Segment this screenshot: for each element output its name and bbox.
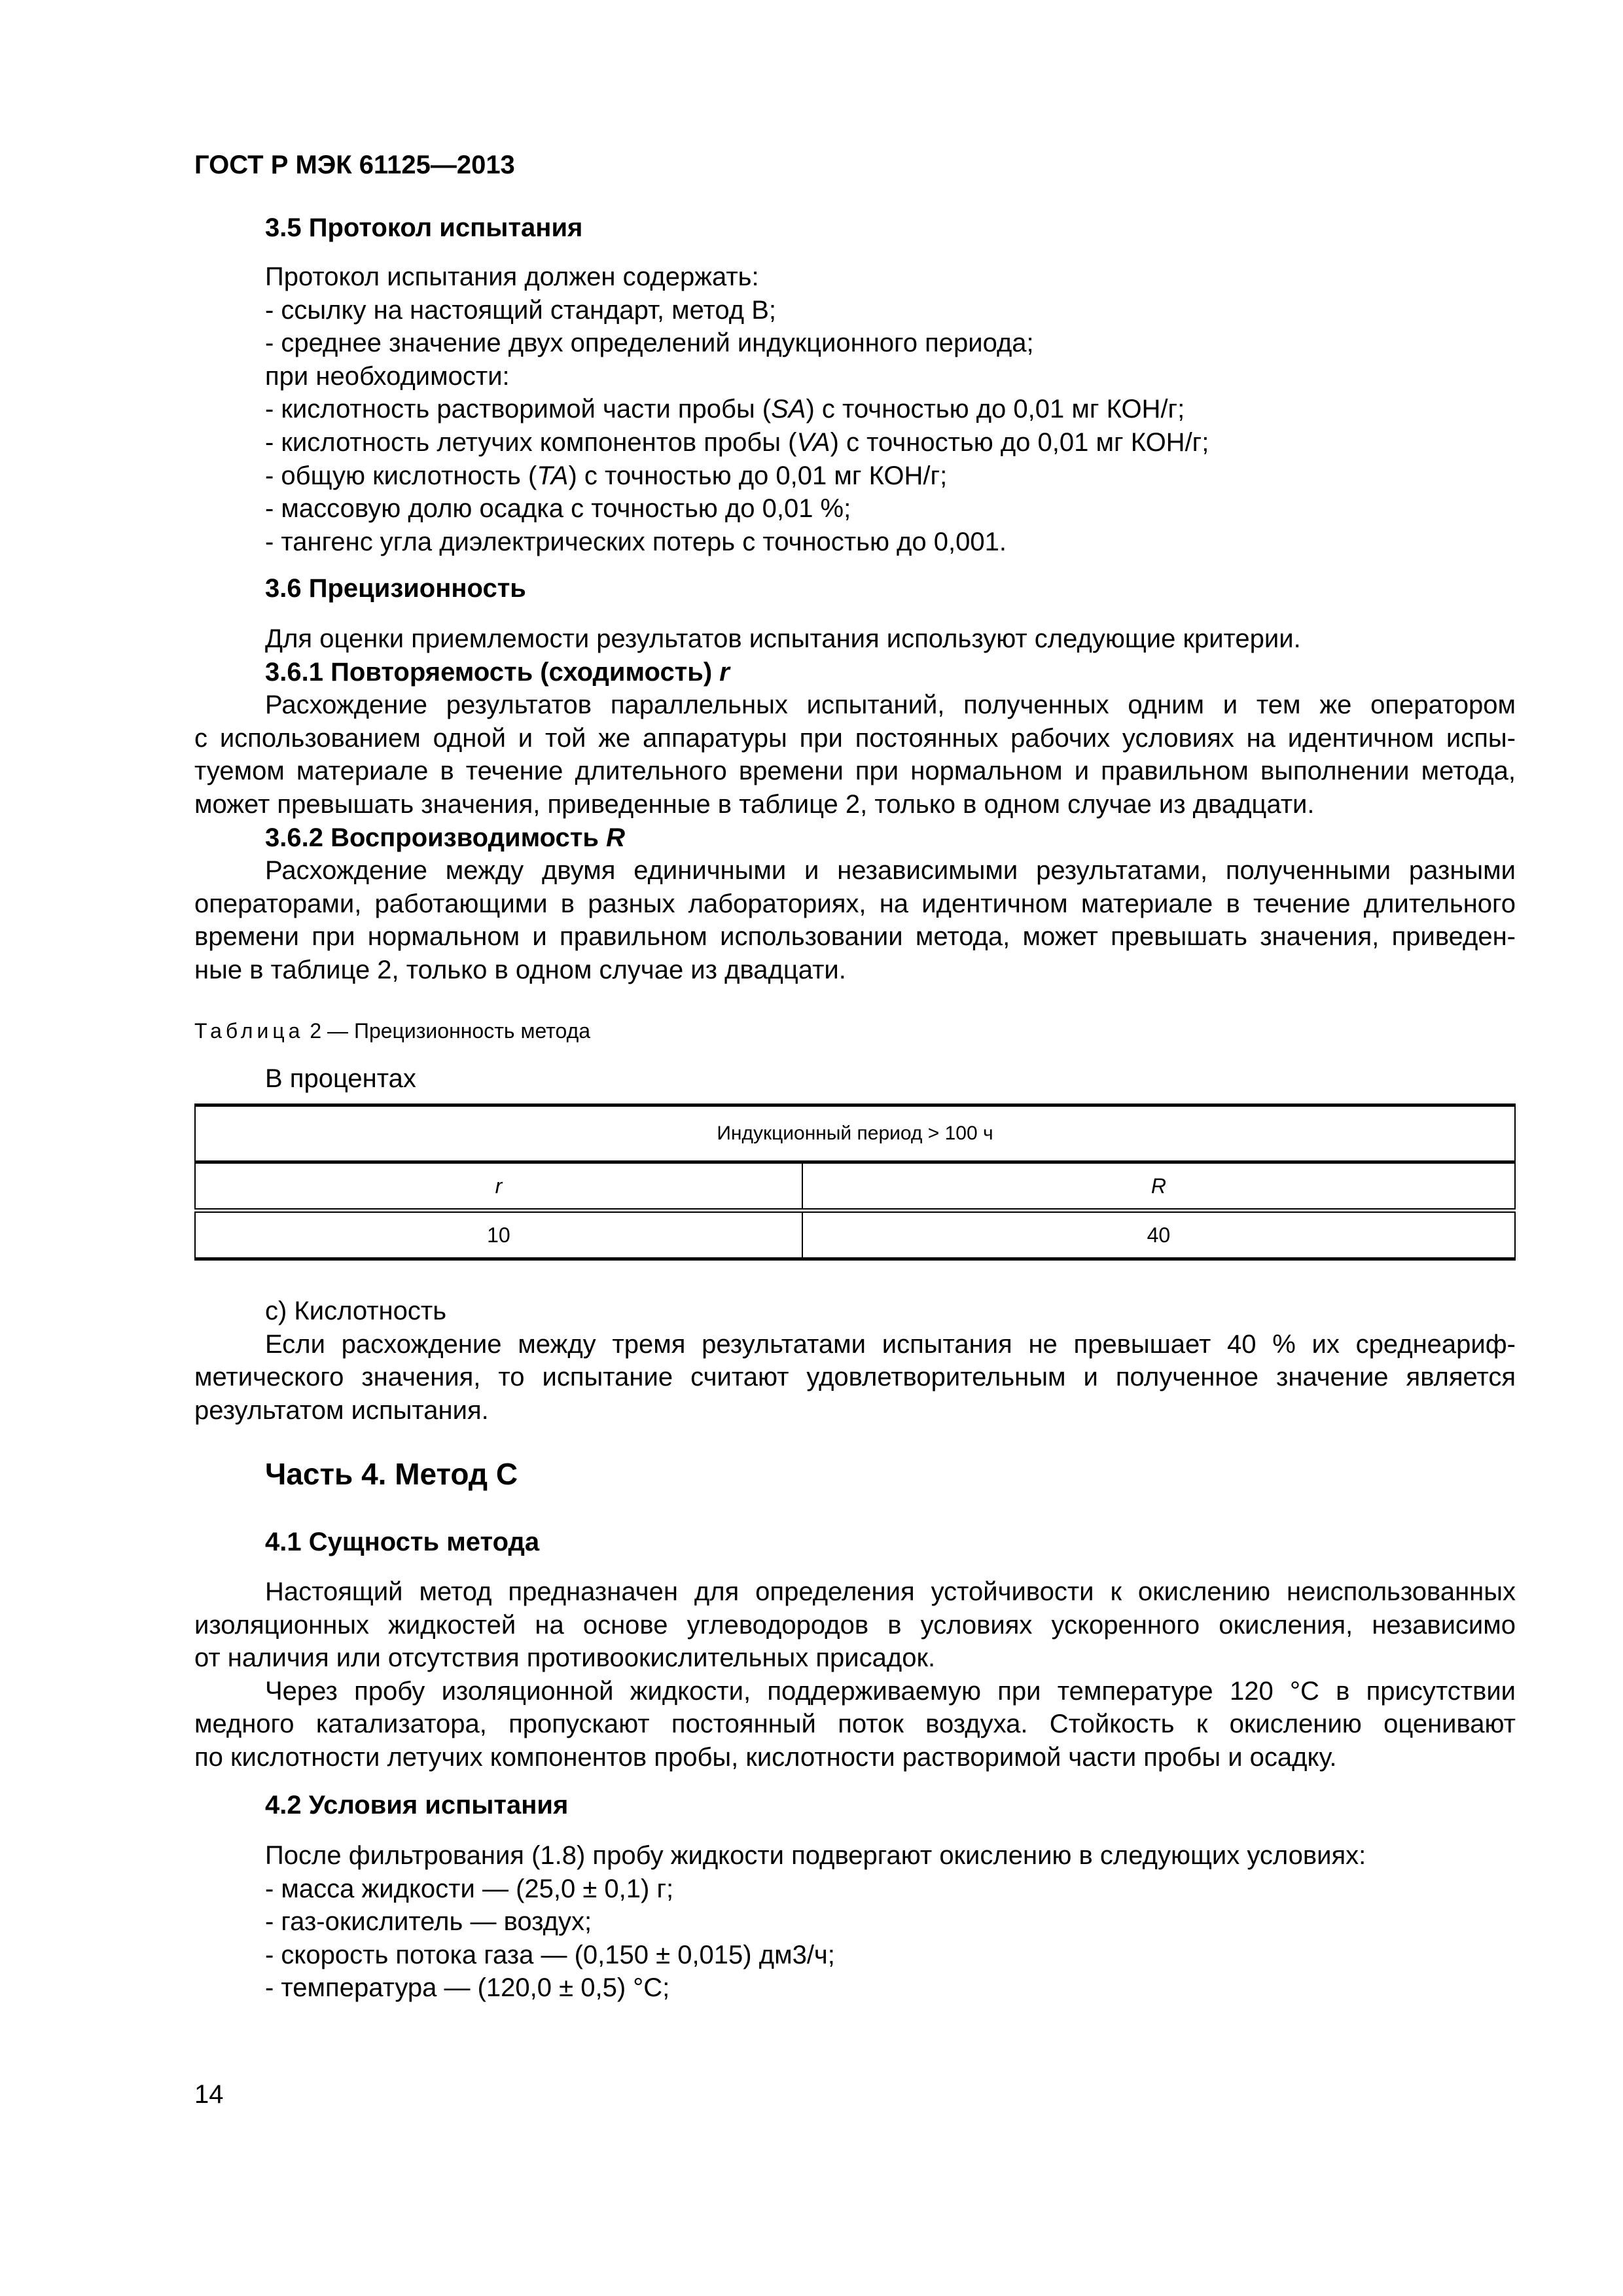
acidity-title: с) Кислотность xyxy=(265,1297,447,1325)
text-line: Расхождение результатов параллельных испытаний, полученных одним и тем же оператором xyxy=(265,691,1516,720)
list-item: - среднее значение двух определений индукционного периода; xyxy=(265,329,1034,358)
symbol: SA xyxy=(771,395,806,424)
text-line: изоляционных жидкостей на основе углеводородов в условиях ускоренного окисления, независимо xyxy=(194,1610,1516,1640)
table-units xyxy=(194,1062,1516,1096)
section-3-6-body xyxy=(194,622,1516,987)
list-item: - тангенс угла диэлектрических потерь с точностью до 0,001. xyxy=(265,527,1007,556)
text-line: Протокол испытания должен содержать: xyxy=(265,262,759,291)
subsection-heading xyxy=(194,656,1516,689)
text-line: при необходимости: xyxy=(265,361,510,391)
text-line: от наличия или отсутствия противоокислительных присадок. xyxy=(194,1643,936,1673)
list-item: - газ-окислитель — воздух; xyxy=(265,1907,592,1937)
section-heading: 3.6 Прецизионность xyxy=(265,574,526,603)
text: - общую кислотность ( xyxy=(265,461,537,490)
part-heading: Часть 4. Метод С xyxy=(265,1457,518,1491)
list-item xyxy=(194,393,1516,426)
section-heading: 3.5 Протокол испытания xyxy=(265,213,583,242)
text-line: ные в таблице 2, только в одном случае из двадцати. xyxy=(194,955,846,984)
text-line: Настоящий метод предназначен для определения устойчивости к окислению неиспользованных xyxy=(265,1577,1516,1606)
symbol: R xyxy=(606,823,625,852)
text: ) с точностью до 0,01 мг КОН/г; xyxy=(806,395,1185,424)
list-item: - масса жидкости — (25,0 ± 0,1) г; xyxy=(265,1874,674,1903)
section-3-5-list xyxy=(194,260,1516,558)
symbol: TA xyxy=(537,461,569,490)
text-line: Если расхождение между тремя результатами испытания не превышает 40 % их среднеариф- xyxy=(265,1329,1516,1359)
text-line: по кислотности летучих компонентов пробы, кислотности растворимой части пробы и осадку. xyxy=(194,1742,1337,1772)
acidity-section xyxy=(194,1295,1516,1427)
text-line: После фильтрования (1.8) пробу жидкости подвергают окислению в следующих условиях: xyxy=(265,1841,1366,1870)
list-item: - ссылку на настоящий стандарт, метод В; xyxy=(265,295,777,325)
section-3-6-title xyxy=(194,572,1516,605)
list-item xyxy=(194,426,1516,459)
part-4-title xyxy=(194,1454,1516,1494)
column-header-r: r xyxy=(195,1162,802,1211)
text-line: Через пробу изоляционной жидкости, поддерживаемую при температуре 120 °С в присутствии xyxy=(265,1676,1516,1706)
caption-text: 2 — Прецизионность метода xyxy=(304,1019,591,1043)
section-heading: 4.1 Сущность метода xyxy=(265,1528,540,1556)
list-item: - температура — (120,0 ± 0,5) °С; xyxy=(265,1973,670,2003)
list-item xyxy=(194,459,1516,493)
list-item: - массовую долю осадка с точностью до 0,01 %; xyxy=(265,494,851,524)
text-line: Расхождение между двумя единичными и независимыми результатами, полученными разными xyxy=(265,856,1516,886)
section-4-1-title xyxy=(194,1526,1516,1559)
section-4-1-body xyxy=(194,1575,1516,1774)
text-line: туемом материале в течение длительного времени при нормальном и правильном выполнении метода, xyxy=(194,757,1516,786)
text-line: метического значения, то испытание считают удовлетворительным и полученное значение является xyxy=(194,1363,1516,1392)
text-line: медного катализатора, пропускают постоянный поток воздуха. Стойкость к окислению оценивают xyxy=(194,1710,1516,1739)
table-cell-R: 40 xyxy=(802,1211,1515,1259)
list-item: - скорость потока газа — (0,150 ± 0,015) дм3/ч; xyxy=(265,1940,835,1969)
units-label: В процентах xyxy=(265,1064,416,1093)
caption-label: Таблица xyxy=(194,1019,304,1043)
section-3-5-title xyxy=(194,211,1516,245)
text: - кислотность летучих компонентов пробы ( xyxy=(265,427,797,457)
section-heading: 4.2 Условия испытания xyxy=(265,1791,569,1820)
text-line: может превышать значения, приведенные в таблице 2, только в одном случае из двадцати. xyxy=(194,789,1315,819)
text: - кислотность растворимой части пробы ( xyxy=(265,395,772,424)
text-line: с использованием одной и той же аппаратуры при постоянных рабочих условиях на идентичном испы- xyxy=(194,723,1516,753)
text: 3.6.2 Воспроизводимость xyxy=(265,823,607,852)
section-4-2-title xyxy=(194,1789,1516,1822)
column-header-R: R xyxy=(802,1162,1515,1211)
symbol: VA xyxy=(796,427,830,457)
page-number: 14 xyxy=(194,2080,224,2109)
subsection-heading xyxy=(194,821,1516,855)
text-line: времени при нормальном и правильном использовании метода, может превышать значения, приведен- xyxy=(194,922,1516,952)
text-line: операторами, работающими в разных лабораториях, на идентичном материале в течение длительного xyxy=(194,889,1516,918)
symbol: r xyxy=(719,657,730,687)
text-line: результатом испытания. xyxy=(194,1395,489,1425)
text: 3.6.1 Повторяемость (сходимость) xyxy=(265,657,720,687)
table-cell-r: 10 xyxy=(195,1211,802,1259)
text: ) с точностью до 0,01 мг КОН/г; xyxy=(568,461,948,490)
table-header: Индукционный период > 100 ч xyxy=(195,1105,1515,1162)
text-line: Для оценки приемлемости результатов испытания используют следующие критерии. xyxy=(265,624,1301,653)
section-4-2-body xyxy=(194,1839,1516,2005)
table-caption xyxy=(194,1014,1516,1048)
document-id: ГОСТ Р МЭК 61125—2013 xyxy=(194,151,515,179)
text: ) с точностью до 0,01 мг КОН/г; xyxy=(830,427,1209,457)
precision-table xyxy=(194,1103,1516,1261)
